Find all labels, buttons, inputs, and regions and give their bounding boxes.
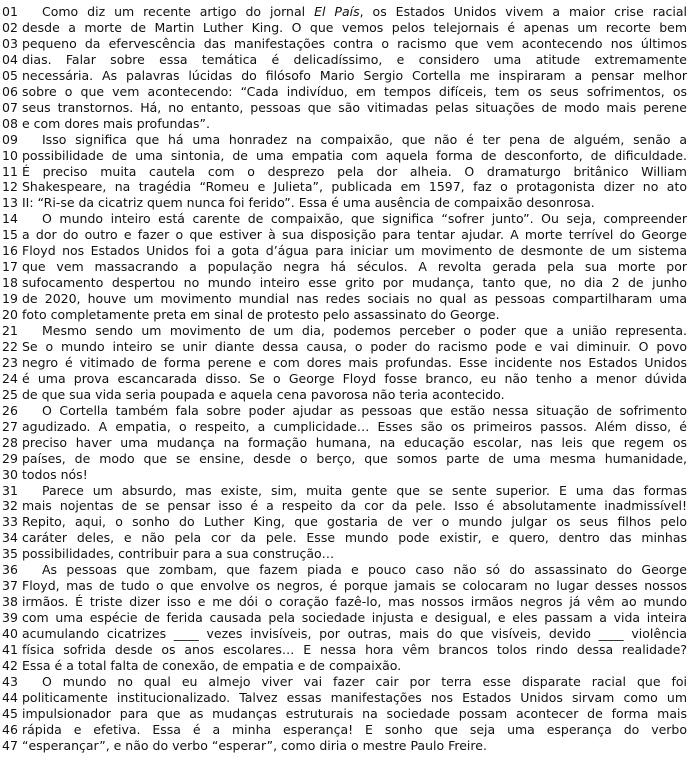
text-segment: física sofrida desde os anos escolares… E nessa hora vêm brancos tolos rindo dessa realidade? [22, 642, 687, 657]
line-text [22, 529, 687, 546]
text-segment: pequeno da efervescência das manifestações contra o racismo que vem acontecendo nos últimos [22, 35, 687, 51]
line-text [22, 306, 687, 323]
line-number: 06 [2, 83, 18, 99]
line-number: 42 [2, 657, 18, 673]
text-segment: É preciso muita cautela com o desprezo pela dor alheia. O dramaturgo britânico William [22, 163, 687, 179]
text-segment: desde a morte de Martin Luther King. O que vemos pelos telejornais é apenas um recorte bem [22, 19, 687, 35]
line-text [22, 609, 687, 626]
line-number: 24 [2, 370, 18, 386]
text-segment: II: “Ri-se da cicatriz quem nunca foi ferido”. Essa é uma ausência de compaixão desonrosa. [22, 195, 595, 211]
line-number: 33 [2, 514, 18, 530]
line-number: 19 [2, 291, 18, 307]
line-text [22, 370, 687, 387]
text-segment: e com dores mais profundas”. [22, 115, 211, 131]
text-segment: Como diz um recente artigo do jornal [42, 4, 315, 19]
line-text [42, 210, 687, 227]
line-text [22, 163, 687, 180]
line-text [22, 593, 687, 610]
text-segment: O mundo no qual eu almejo viver vai fazer cair por terra esse disparate racial que foi [42, 673, 687, 689]
text-line [0, 482, 691, 499]
text-line [0, 242, 691, 259]
text-line [0, 386, 691, 403]
text-line [0, 673, 691, 690]
text-line [0, 705, 691, 722]
line-number: 17 [2, 259, 18, 275]
text-line [0, 529, 691, 546]
text-segment: possibilidade de uma sintonia, de uma empatia com aquela forma de desconforto, de dificuldade. [22, 147, 687, 163]
text-line [0, 561, 691, 578]
line-number: 10 [2, 147, 18, 163]
line-number: 14 [2, 211, 18, 227]
text-segment: Isso significa que há uma honradez na compaixão, que não é ter pena de alguém, senão a [42, 131, 687, 147]
text-segment: Floyd, mas de tudo o que envolve os negros, é porque jamais se colocaram no lugar desses nossos [22, 578, 687, 594]
text-line [0, 35, 691, 52]
text-line [0, 258, 691, 275]
line-text [22, 705, 687, 722]
text-segment: Shakespeare, na tragédia “Romeu e Julieta”, publicada em 1597, faz o protagonista dizer no ato [22, 179, 687, 195]
text-segment: dias. Falar sobre essa temática é delicadíssimo, e considero uma atitude extremamente [22, 51, 687, 67]
line-text [42, 482, 687, 499]
line-text [22, 354, 687, 371]
text-line [0, 513, 691, 530]
text-segment: Floyd nos Estados Unidos foi a gota d’água para iniciar um movimento de desmonte de um sistema [22, 243, 687, 259]
line-text [22, 641, 687, 658]
text-line [0, 274, 691, 291]
text-segment: a dor do outro e fazer o que estiver à sua disposição para tentar ajudar. A morte terrível do George [22, 227, 687, 243]
text-line [0, 51, 691, 68]
text-segment: O Cortella também fala sobre poder ajudar as pessoas que estão nessa situação de sofrimento [42, 402, 687, 418]
line-number: 07 [2, 99, 18, 115]
line-text [22, 657, 687, 674]
text-line [0, 641, 691, 658]
line-number: 39 [2, 610, 18, 626]
text-line [0, 67, 691, 84]
text-line [0, 689, 691, 706]
text-line [0, 450, 691, 467]
text-segment: seus transtornos. Há, no entanto, pessoas que são vitimadas pelas situações de modo mais perene [22, 99, 687, 115]
line-number: 26 [2, 402, 18, 418]
text-line [0, 609, 691, 626]
line-number: 31 [2, 482, 18, 498]
text-line [0, 3, 691, 20]
line-number: 22 [2, 338, 18, 354]
line-text [22, 147, 687, 164]
text-line [0, 290, 691, 307]
text-segment: negro é vitimado de forma perene e com dores mais profundas. Esse incidente nos Estados Unidos [22, 354, 687, 370]
line-text [22, 194, 687, 211]
line-text [22, 450, 687, 467]
line-number: 41 [2, 642, 18, 657]
text-segment: “esperançar”, e não do verbo “esperar”, como diria o mestre Paulo Freire. [22, 737, 487, 753]
text-line [0, 721, 691, 738]
text-segment: com uma espécie de ferida causada pela sociedade injusta e desigual, e eles passam a vida inteira [22, 610, 687, 626]
text-segment: de 2020, houve um movimento mundial nas redes sociais no qual as pessoas compartilharam uma [22, 291, 687, 307]
line-number: 25 [2, 386, 18, 402]
line-text [22, 115, 687, 132]
text-segment: , os Estados Unidos vivem a maior crise racial [359, 4, 687, 19]
text-segment: O mundo inteiro está carente de compaixão, que significa “sofrer junto”. Ou seja, compreender [42, 211, 687, 227]
line-number: 13 [2, 195, 18, 211]
text-segment: sufocamento despertou no mundo inteiro esse grito por mudança, tanto que, no dia 2 de junho [22, 275, 687, 291]
line-number: 32 [2, 498, 18, 514]
text-line [0, 545, 691, 562]
text-segment: que vem massacrando a população negra há séculos. A revolta gerada pela sua morte por [22, 259, 687, 275]
text-segment: politicamente institucionalizado. Talvez essas manifestações nos Estados Unidos sirvam como um [22, 689, 687, 705]
line-number: 05 [2, 67, 18, 83]
line-number: 38 [2, 594, 18, 610]
line-text [42, 561, 687, 578]
text-segment: todos nós! [22, 466, 88, 482]
text-segment: Essa é a total falta de conexão, de empatia e de compaixão. [22, 657, 402, 673]
text-segment: rápida e efetiva. Essa é a minha esperança! E sonho que seja uma esperança do verbo [22, 721, 687, 737]
line-number: 11 [2, 163, 18, 179]
text-line [0, 657, 691, 674]
text-segment: irmãos. É triste dizer isso e me dói o coração fazê-lo, mas nossos irmãos negros já vêm ao mundo [22, 594, 687, 610]
line-text [22, 466, 687, 483]
line-text [22, 83, 687, 100]
text-segment: As pessoas que zombam, que fazem piada e pouco caso não só do assassinato do George [42, 562, 687, 578]
line-number: 44 [2, 689, 18, 705]
line-text [22, 99, 687, 116]
line-text [22, 51, 687, 68]
line-number: 28 [2, 434, 18, 450]
text-line [0, 593, 691, 610]
line-number: 09 [2, 131, 18, 147]
line-text [42, 673, 687, 690]
text-segment: necessária. As palavras lúcidas do filósofo Mario Sergio Cortella me inspiraram a pensar melhor [22, 67, 687, 83]
line-text [22, 226, 687, 243]
line-text [22, 258, 687, 275]
line-number: 40 [2, 626, 18, 642]
text-line [0, 370, 691, 387]
text-line [0, 147, 691, 164]
text-line [0, 115, 691, 132]
line-number: 45 [2, 705, 18, 721]
line-number: 18 [2, 275, 18, 291]
text-segment: possibilidades, contribuir para a sua construção… [22, 546, 335, 562]
line-text [22, 386, 687, 403]
text-line [0, 577, 691, 594]
text-line [0, 210, 691, 227]
text-segment: mais nojentas de se pensar isso é a respeito da cor da pele. Isso é absolutamente inadmissível! [22, 498, 687, 514]
line-text [22, 434, 687, 451]
text-segment: caráter deles, e não pela cor da pele. Esse mundo pode existir, e quero, dentro das minhas [22, 530, 687, 546]
text-line [0, 322, 691, 339]
line-number: 30 [2, 466, 18, 482]
line-text [22, 242, 687, 259]
text-segment: países, de modo que se ensine, desde o berço, que somos parte de uma mesma humanidade, [22, 450, 687, 466]
text-line [0, 99, 691, 116]
text-line [0, 434, 691, 451]
text-segment: é uma prova escancarada disso. Se o George Floyd fosse branco, eu não tenho a menor dúvida [22, 370, 687, 386]
line-number: 08 [2, 115, 18, 131]
line-text [22, 689, 687, 706]
line-text [22, 721, 687, 738]
text-line [0, 402, 691, 419]
line-number: 01 [2, 4, 18, 19]
text-line [0, 178, 691, 195]
text-segment: Se o mundo inteiro se unir diante dessa causa, o poder do racismo pode e vai diminuir. O povo [22, 338, 687, 354]
line-number: 43 [2, 673, 18, 689]
line-text [42, 131, 687, 148]
line-text [22, 274, 687, 291]
text-segment: acumulando cicatrizes ____ vezes invisíveis, por outras, mais do que visíveis, devido ____ violência [22, 626, 687, 642]
text-segment: foto completamente preta em sinal de protesto pelo assassinato do George. [22, 307, 500, 323]
line-text [22, 497, 687, 514]
text-line [0, 466, 691, 483]
line-number: 35 [2, 546, 18, 562]
line-text [42, 322, 687, 339]
line-text [22, 545, 687, 562]
text-line [0, 306, 691, 323]
text-line [0, 418, 691, 435]
text-line [0, 737, 691, 754]
text-line [0, 354, 691, 371]
line-number: 15 [2, 227, 18, 243]
line-text [22, 338, 687, 355]
line-text [22, 67, 687, 84]
line-text [22, 418, 687, 435]
text-segment: Parece um absurdo, mas existe, sim, muita gente que se sente superior. E uma das formas [42, 482, 687, 498]
text-line [0, 131, 691, 148]
line-number: 34 [2, 530, 18, 546]
line-number: 47 [2, 737, 18, 753]
line-number: 16 [2, 243, 18, 259]
line-number: 23 [2, 354, 18, 370]
italic-text: El País [314, 4, 360, 19]
text-line [0, 497, 691, 514]
line-text [42, 3, 687, 20]
line-number: 21 [2, 323, 18, 338]
line-number: 03 [2, 35, 18, 51]
text-line [0, 194, 691, 211]
text-segment: Repito, aqui, o sonho do Luther King, que gostaria de ver o mundo julgar os seus filhos pelo [22, 514, 687, 530]
line-number: 37 [2, 578, 18, 594]
line-number: 46 [2, 721, 18, 737]
text-line [0, 83, 691, 100]
line-text [22, 290, 687, 307]
line-number: 20 [2, 307, 18, 323]
text-segment: agudizado. A empatia, o respeito, a cumplicidade… Esses são os primeiros passos. Além disso, é [22, 418, 687, 434]
text-segment: preciso haver uma mudança na formação humana, na educação escolar, nas leis que regem os [22, 434, 687, 450]
line-text [22, 513, 687, 530]
line-text [22, 19, 687, 36]
text-segment: sobre o que vem acontecendo: “Cada indivíduo, em tempos difíceis, tem os seus sofrimentos, os [22, 83, 687, 99]
line-text [22, 577, 687, 594]
text-segment: Mesmo sendo um movimento de um dia, podemos perceber o poder que a união representa. [42, 323, 687, 338]
line-text [22, 625, 687, 642]
line-number: 27 [2, 418, 18, 434]
line-number: 12 [2, 179, 18, 195]
line-number: 04 [2, 51, 18, 67]
text-segment: de que sua vida seria poupada e aquela cena pavorosa não teria acontecido. [22, 386, 505, 402]
text-line [0, 226, 691, 243]
text-line [0, 163, 691, 180]
text-line [0, 19, 691, 36]
text-line [0, 625, 691, 642]
line-text [22, 178, 687, 195]
line-text [22, 35, 687, 52]
line-number: 02 [2, 19, 18, 35]
text-line [0, 338, 691, 355]
text-segment: impulsionador para que as mudanças estruturais na sociedade possam acontecer de forma mais [22, 705, 687, 721]
line-text [22, 737, 687, 754]
line-text [42, 402, 687, 419]
line-number: 36 [2, 562, 18, 578]
line-number: 29 [2, 450, 18, 466]
